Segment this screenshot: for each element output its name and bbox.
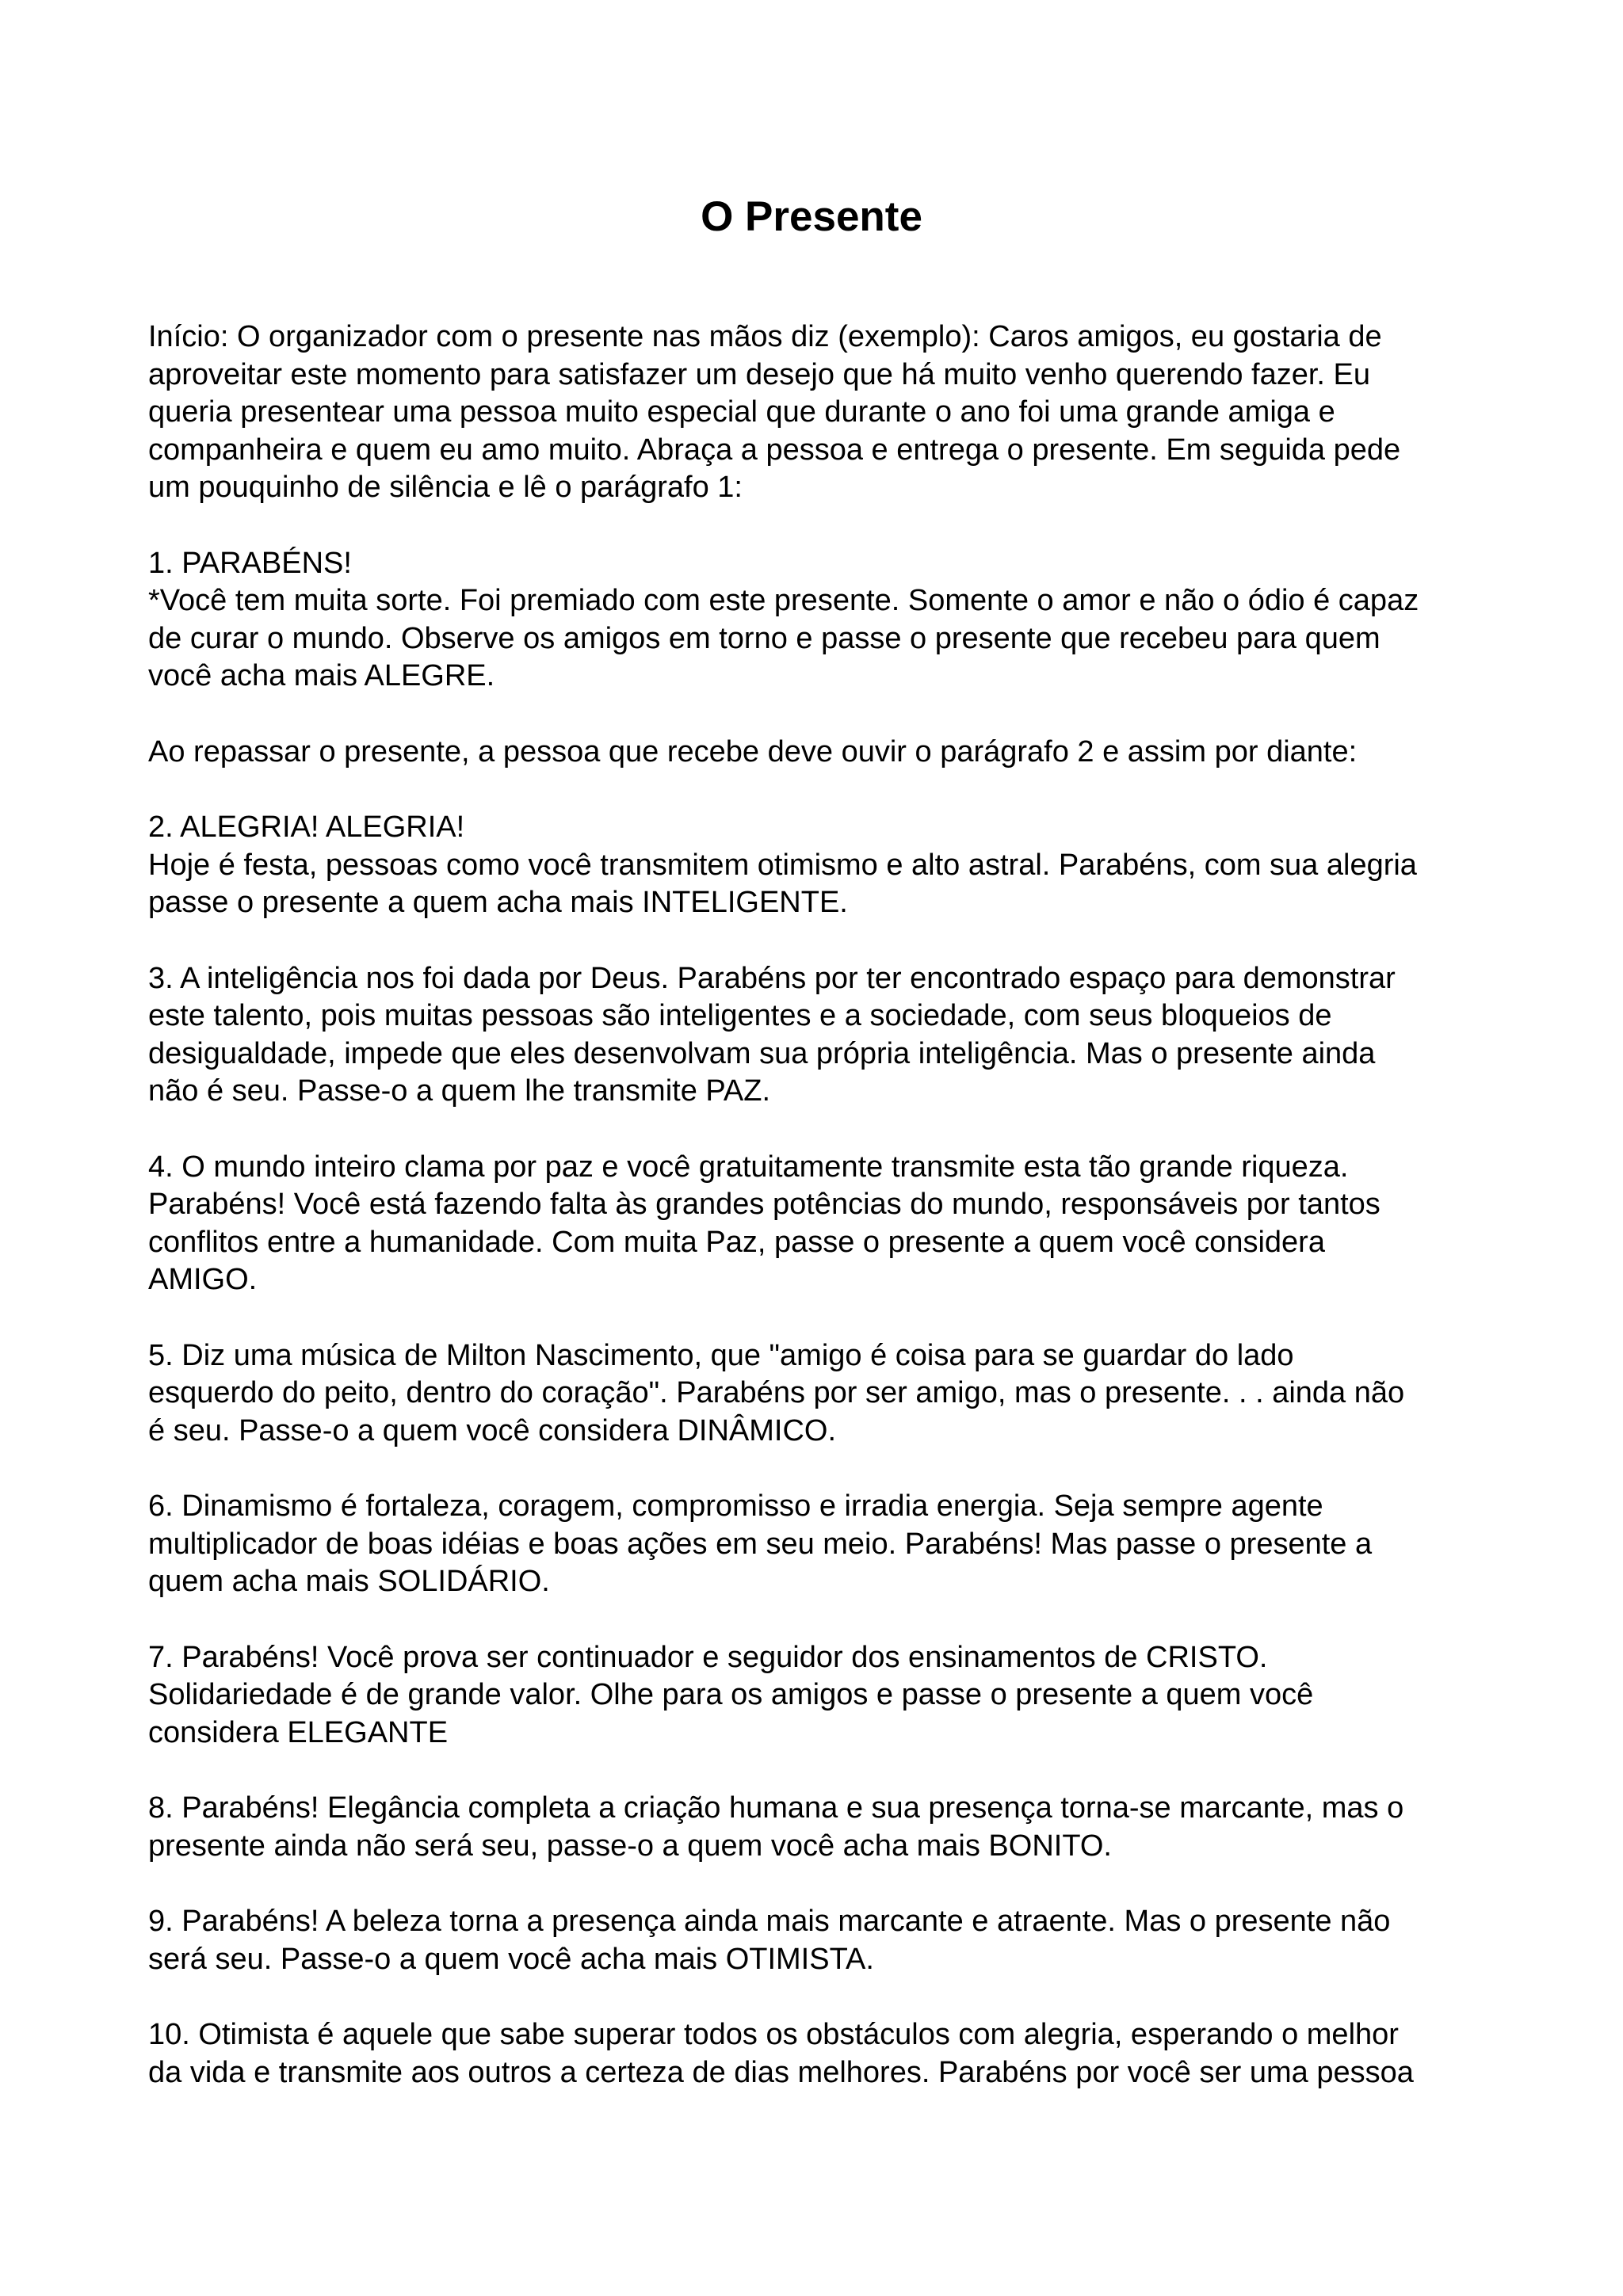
paragraph: [148, 809, 1551, 922]
paragraph: [148, 1790, 1551, 1865]
text-line: é seu. Passe-o a quem você considera DINÂMICO.: [148, 1413, 837, 1447]
document-body: [148, 318, 1551, 2130]
paragraph: [148, 318, 1551, 507]
text-line: Solidariedade é de grande valor. Olhe para os amigos e passe o presente a quem você: [148, 1678, 1314, 1711]
paragraph: [148, 1639, 1551, 1753]
document-title: O Presente: [701, 193, 922, 240]
text-line: Parabéns! Você está fazendo falta às grandes potências do mundo, responsáveis por tantos: [148, 1188, 1381, 1221]
text-line: Ao repassar o presente, a pessoa que recebe deve ouvir o parágrafo 2 e assim por diante:: [148, 734, 1358, 769]
text-line: desigualdade, impede que eles desenvolvam sua própria inteligência. Mas o presente ainda: [148, 1036, 1376, 1070]
text-line: 4. O mundo inteiro clama por paz e você gratuitamente transmite esta tão grande riqueza.: [148, 1150, 1349, 1184]
paragraph: [148, 1488, 1551, 1601]
text-line: este talento, pois muitas pessoas são inteligentes e a sociedade, com seus bloqueios de: [148, 999, 1332, 1032]
text-line: Início: O organizador com o presente nas mãos diz (exemplo): Caros amigos, eu gostaria de: [148, 320, 1382, 353]
text-line: de curar o mundo. Observe os amigos em torno e passe o presente que recebeu para quem: [148, 621, 1381, 655]
paragraph: [148, 734, 1551, 772]
text-line: multiplicador de boas idéias e boas ações em seu meio. Parabéns! Mas passe o presente a: [148, 1527, 1373, 1561]
text-line: 5. Diz uma música de Milton Nascimento, que "amigo é coisa para se guardar do lado: [148, 1338, 1294, 1372]
text-line: conflitos entre a humanidade. Com muita Paz, passe o presente a quem você considera: [148, 1225, 1325, 1259]
text-line: um pouquinho de silência e lê o parágrafo 1:: [148, 471, 743, 504]
text-line: esquerdo do peito, dentro do coração". Parabéns por ser amigo, mas o presente. . . ainda não: [148, 1376, 1405, 1409]
text-line: presente ainda não será seu, passe-o a quem você acha mais BONITO.: [148, 1829, 1112, 1863]
text-line: AMIGO.: [148, 1263, 258, 1296]
text-line: 7. Parabéns! Você prova ser continuador e seguidor dos ensinamentos de CRISTO.: [148, 1640, 1268, 1674]
text-line: considera ELEGANTE: [148, 1715, 449, 1749]
text-line: Hoje é festa, pessoas como você transmitem otimismo e alto astral. Parabéns, com sua alegria: [148, 848, 1417, 882]
text-line: 8. Parabéns! Elegância completa a criação humana e sua presença torna-se marcante, mas o: [148, 1791, 1404, 1825]
paragraph: [148, 960, 1551, 1111]
paragraph: [148, 545, 1551, 696]
text-line: *Você tem muita sorte. Foi premiado com este presente. Somente o amor e não o ódio é capaz: [148, 584, 1419, 617]
text-line: não é seu. Passe-o a quem lhe transmite PAZ.: [148, 1074, 771, 1108]
text-line: será seu. Passe-o a quem você acha mais OTIMISTA.: [148, 1942, 874, 1976]
text-line: aproveitar este momento para satisfazer um desejo que há muito venho querendo fazer. Eu: [148, 357, 1371, 391]
text-line: queria presentear uma pessoa muito especial que durante o ano foi uma grande amiga e: [148, 395, 1335, 429]
paragraph: [148, 2016, 1551, 2092]
paragraph: [148, 1149, 1551, 1299]
text-line: passe o presente a quem acha mais INTELIGENTE.: [148, 886, 848, 919]
text-line: 6. Dinamismo é fortaleza, coragem, compromisso e irradia energia. Seja sempre agente: [148, 1489, 1323, 1523]
text-line: companheira e quem eu amo muito. Abraça a pessoa e entrega o presente. Em seguida pede: [148, 433, 1401, 467]
paragraph: [148, 1903, 1551, 1978]
text-line: quem acha mais SOLIDÁRIO.: [148, 1565, 550, 1598]
paragraph: [148, 1337, 1551, 1451]
text-line: da vida e transmite aos outros a certeza de dias melhores. Parabéns por você ser uma pessoa: [148, 2055, 1414, 2089]
text-line: você acha mais ALEGRE.: [148, 659, 495, 692]
text-line: 2. ALEGRIA! ALEGRIA!: [148, 810, 465, 844]
text-line: 1. PARABÉNS!: [148, 546, 352, 580]
text-line: 9. Parabéns! A beleza torna a presença ainda mais marcante e atraente. Mas o presente não: [148, 1905, 1391, 1938]
text-line: 10. Otimista é aquele que sabe superar todos os obstáculos com alegria, esperando o melhor: [148, 2018, 1399, 2051]
text-line: 3. A inteligência nos foi dada por Deus. Parabéns por ter encontrado espaço para demonstrar: [148, 961, 1396, 995]
